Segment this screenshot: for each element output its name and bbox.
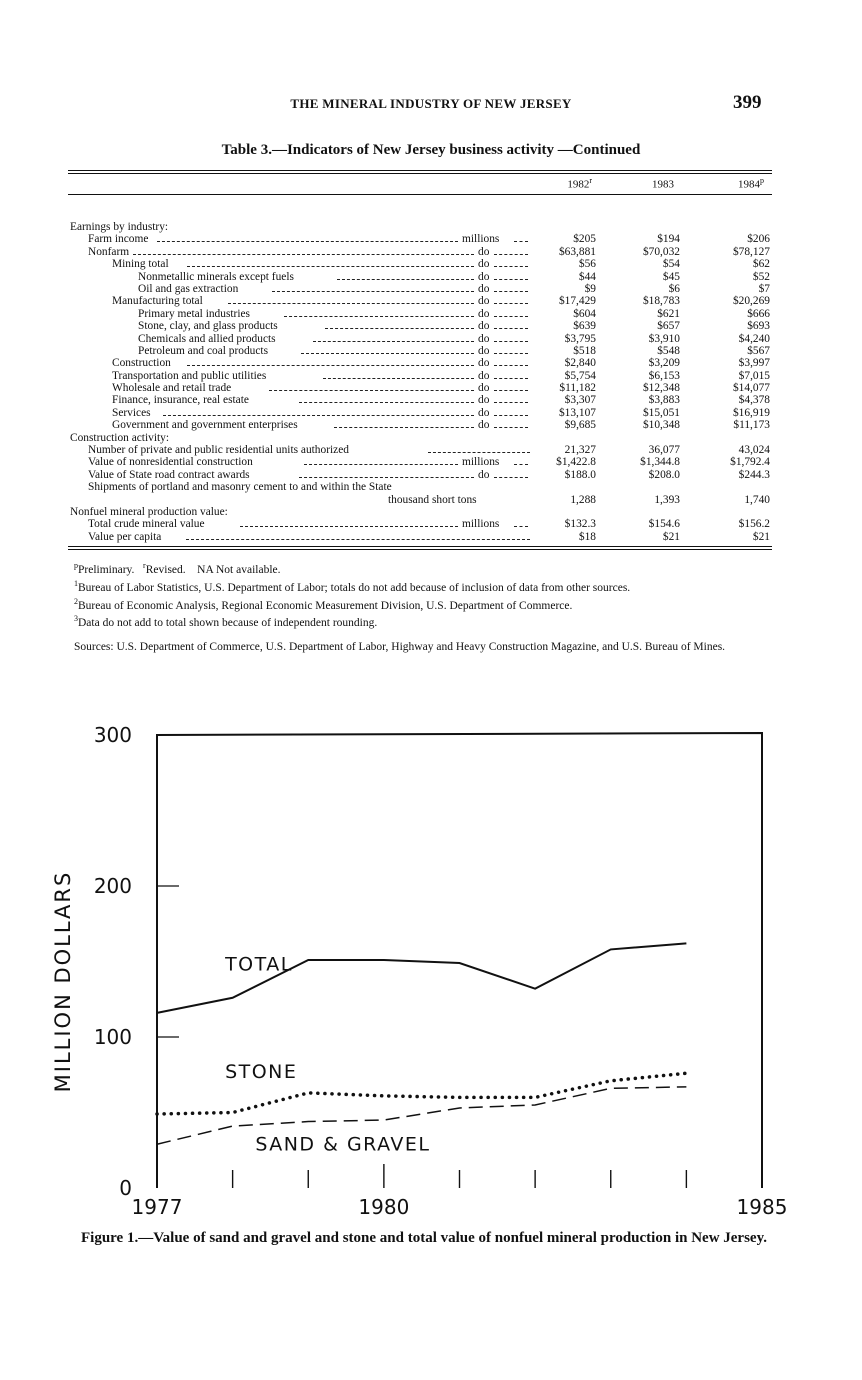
table-row xyxy=(70,283,772,295)
table-row xyxy=(70,444,772,456)
row-unit: do xyxy=(478,307,490,320)
table-row xyxy=(70,518,772,530)
footnote-2: $^2$Bureau of Economic Analysis, Regional Economic Measurement Division, U.S. Department of Commerce. xyxy=(74,596,573,612)
row-value-1982: $3,795 xyxy=(564,332,596,345)
row-unit: do xyxy=(478,295,490,308)
row-label: Primary metal industries xyxy=(138,307,250,320)
table-row xyxy=(70,295,772,307)
row-value-1982: $188.0 xyxy=(564,468,596,481)
x-tick-label: 1985 xyxy=(736,1195,788,1219)
row-value-1982: $518 xyxy=(573,344,596,357)
row-value-1983: $18,783 xyxy=(642,295,680,308)
row-label: Manufacturing total xyxy=(112,295,203,308)
row-unit-leader xyxy=(494,328,528,329)
row-label: Wholesale and retail trade xyxy=(112,382,232,395)
table-row xyxy=(70,258,772,270)
row-unit-leader xyxy=(494,303,528,304)
table-row xyxy=(70,271,772,283)
row-value-1984: $3,997 xyxy=(738,357,770,370)
row-value-1982: $11,182 xyxy=(559,382,596,395)
row-leader xyxy=(337,279,474,280)
row-unit: do xyxy=(478,344,490,357)
row-unit-leader xyxy=(494,365,528,366)
table-row xyxy=(70,456,772,468)
row-unit: millions xyxy=(462,233,500,246)
row-leader xyxy=(228,303,474,304)
row-leader xyxy=(163,415,474,416)
row-label: Petroleum and coal products xyxy=(138,344,269,357)
row-value-1982: $9,685 xyxy=(564,419,596,432)
row-value-1983: $657 xyxy=(657,320,680,333)
row-unit: do xyxy=(478,468,490,481)
row-value-1984: $156.2 xyxy=(738,518,770,531)
table-footnotes xyxy=(74,559,774,654)
row-unit: do xyxy=(478,282,490,295)
row-leader xyxy=(301,353,474,354)
series-label: SAND & GRAVEL xyxy=(255,1133,431,1156)
row-label: Nonfarm xyxy=(88,245,130,258)
row-unit-leader xyxy=(494,378,528,379)
row-leader xyxy=(323,378,475,379)
row-value-1984: $1,792.4 xyxy=(730,456,770,469)
row-value-1983: $54 xyxy=(662,258,680,271)
row-unit: do xyxy=(478,270,490,283)
row-value-1984: $52 xyxy=(752,270,770,283)
row-value-1983: $154.6 xyxy=(648,518,680,531)
row-label: Nonmetallic minerals except fuels xyxy=(138,270,294,283)
row-value-1983: $3,883 xyxy=(648,394,680,407)
row-value-1984: $20,269 xyxy=(732,295,770,308)
y-tick-label: 300 xyxy=(93,723,132,747)
y-tick-label: 100 xyxy=(93,1025,132,1049)
row-unit-leader xyxy=(494,353,528,354)
table-row xyxy=(70,506,772,518)
footnote-1: $^1$Bureau of Labor Statistics, U.S. Department of Labor; totals do not add because of inclusion of data from other sources. xyxy=(74,578,631,594)
row-value-1983: $10,348 xyxy=(642,419,680,432)
row-value-1983: $6 xyxy=(668,282,680,295)
row-value-1982: $5,754 xyxy=(564,369,596,382)
row-value-1982: $1,422.8 xyxy=(556,456,596,469)
table-row xyxy=(70,246,772,258)
row-label: Oil and gas extraction xyxy=(138,282,239,295)
row-value-1983: $3,910 xyxy=(648,332,680,345)
row-value-1984: $7,015 xyxy=(738,369,770,382)
footnote-3: $^3$Data do not add to total shown because of independent rounding. xyxy=(74,614,378,630)
row-value-1982: $132.3 xyxy=(564,518,596,531)
row-label: Number of private and public residential units authorized xyxy=(88,444,349,457)
row-unit-leader xyxy=(494,427,528,428)
row-value-1984: $78,127 xyxy=(732,245,770,258)
table-row xyxy=(70,382,772,394)
row-value-1984: $62 xyxy=(752,258,770,271)
row-unit: thousand short tons xyxy=(388,493,477,506)
row-leader xyxy=(272,291,474,292)
row-value-1982: $3,307 xyxy=(564,394,596,407)
row-value-1982: $13,107 xyxy=(558,406,596,419)
row-label: Nonfuel mineral production value: xyxy=(70,506,228,518)
page-number: 399 xyxy=(733,92,762,113)
row-unit-leader xyxy=(514,526,528,527)
row-value-1983: $12,348 xyxy=(642,382,680,395)
table-title: Table 3.—Indicators of New Jersey business activity —Continued xyxy=(221,142,641,158)
table-row xyxy=(70,357,772,369)
row-value-1983: $194 xyxy=(657,233,680,246)
row-leader xyxy=(304,464,458,465)
table-row xyxy=(70,394,772,406)
row-label: Value of State road contract awards xyxy=(88,468,250,481)
row-value-1984: $244.3 xyxy=(738,468,770,481)
row-value-1982: 1,288 xyxy=(570,493,596,506)
table-row xyxy=(70,233,772,245)
row-value-1983: $3,209 xyxy=(648,357,680,370)
table-top-rule xyxy=(68,170,772,171)
table-header-rule xyxy=(68,194,772,195)
table-row xyxy=(70,333,772,345)
row-value-1984: $206 xyxy=(747,233,770,246)
row-value-1982: $44 xyxy=(578,270,596,283)
row-value-1982: $56 xyxy=(578,258,596,271)
row-leader xyxy=(240,526,459,527)
table-body xyxy=(70,221,772,543)
row-label: Value per capita xyxy=(88,530,162,543)
table-row xyxy=(70,345,772,357)
x-tick-label: 1977 xyxy=(131,1195,183,1219)
row-label: Farm income xyxy=(88,233,149,246)
footnote-status: $^p$Preliminary. $^r$Revised. NA Not available. xyxy=(74,561,281,576)
row-value-1982: $639 xyxy=(573,320,596,333)
row-label: Stone, clay, and glass products xyxy=(138,320,278,333)
row-unit: do xyxy=(478,320,490,333)
table-row xyxy=(70,481,772,506)
table-top-rule-double xyxy=(68,173,772,174)
row-value-1984: $666 xyxy=(747,307,770,320)
row-value-1982: $9 xyxy=(584,282,596,295)
row-leader xyxy=(313,341,474,342)
mineral-value-line-chart xyxy=(0,720,862,1220)
row-leader xyxy=(269,390,474,391)
row-value-1984: $4,378 xyxy=(738,394,770,407)
row-value-1984: $693 xyxy=(747,320,770,333)
row-unit-leader xyxy=(494,316,528,317)
table-bottom-rule-double xyxy=(68,549,772,550)
figure-1 xyxy=(0,720,862,1220)
row-value-1983: $548 xyxy=(657,344,680,357)
table-bottom-rule xyxy=(68,546,772,547)
column-header-1984: 1984$^p$ xyxy=(738,176,764,191)
row-unit-leader xyxy=(494,291,528,292)
row-leader xyxy=(187,365,474,366)
row-leader xyxy=(334,427,474,428)
row-unit-leader xyxy=(494,341,528,342)
row-label: Chemicals and allied products xyxy=(138,332,276,345)
row-value-1983: $70,032 xyxy=(642,245,680,258)
row-leader xyxy=(299,477,475,478)
row-unit-leader xyxy=(494,477,528,478)
table-sources: Sources: U.S. Department of Commerce, U.S. Department of Labor, Highway and Heavy Construction Magazine, and U.S. Bureau of Mines. xyxy=(74,641,726,654)
table-row xyxy=(70,419,772,431)
table-row xyxy=(70,308,772,320)
row-unit-leader xyxy=(514,464,528,465)
table-row xyxy=(70,432,772,444)
series-label: TOTAL xyxy=(225,953,293,976)
row-value-1983: $1,344.8 xyxy=(640,456,680,469)
row-value-1982: $18 xyxy=(578,530,596,543)
row-value-1984: $14,077 xyxy=(732,382,770,395)
row-leader xyxy=(428,452,530,453)
y-tick-label: 0 xyxy=(119,1176,132,1200)
row-leader xyxy=(325,328,474,329)
row-label: Services xyxy=(112,406,151,419)
row-value-1983: $15,051 xyxy=(642,406,680,419)
row-unit: millions xyxy=(462,518,500,531)
row-value-1983: 36,077 xyxy=(648,444,680,457)
table-row xyxy=(70,407,772,419)
row-unit-leader xyxy=(494,254,528,255)
y-axis-label: MILLION DOLLARS xyxy=(51,870,75,1093)
row-leader xyxy=(187,266,474,267)
row-value-1984: $4,240 xyxy=(738,332,770,345)
row-label: Shipments of portland and masonry cement to and within the State xyxy=(88,481,392,494)
row-unit: do xyxy=(478,406,490,419)
row-value-1984: 1,740 xyxy=(744,493,770,506)
row-value-1983: $21 xyxy=(662,530,680,543)
row-label: Construction xyxy=(112,357,171,370)
row-value-1982: $604 xyxy=(573,307,596,320)
row-unit: do xyxy=(478,369,490,382)
table-row xyxy=(70,370,772,382)
row-unit: do xyxy=(478,382,490,395)
row-value-1982: 21,327 xyxy=(564,444,596,457)
row-value-1982: $2,840 xyxy=(564,357,596,370)
row-unit: do xyxy=(478,394,490,407)
series-label: STONE xyxy=(225,1060,298,1083)
row-leader xyxy=(186,539,530,540)
row-unit-leader xyxy=(494,266,528,267)
table-row xyxy=(70,469,772,481)
row-unit-leader xyxy=(514,241,528,242)
row-label: Value of nonresidential construction xyxy=(88,456,253,469)
row-unit-leader xyxy=(494,279,528,280)
row-label: Construction activity: xyxy=(70,431,170,444)
row-value-1982: $63,881 xyxy=(558,245,596,258)
row-value-1984: $16,919 xyxy=(732,406,770,419)
row-label: Transportation and public utilities xyxy=(112,369,267,382)
row-value-1984: $567 xyxy=(747,344,770,357)
row-value-1984: $7 xyxy=(758,282,770,295)
table-row xyxy=(70,531,772,543)
row-value-1983: $45 xyxy=(662,270,680,283)
row-label: Total crude mineral value xyxy=(88,518,205,531)
row-label: Mining total xyxy=(112,258,169,271)
x-tick-label: 1980 xyxy=(358,1195,410,1219)
row-leader xyxy=(299,402,474,403)
row-label: Earnings by industry: xyxy=(70,221,169,233)
row-unit: do xyxy=(478,419,490,432)
row-value-1983: $621 xyxy=(657,307,680,320)
column-header-1982: 1982$^r$ xyxy=(567,176,592,191)
row-unit: do xyxy=(478,332,490,345)
row-unit: millions xyxy=(462,456,500,469)
row-unit: do xyxy=(478,357,490,370)
row-unit-leader xyxy=(494,415,528,416)
table-row xyxy=(70,320,772,332)
row-unit: do xyxy=(478,258,490,271)
row-value-1983: 1,393 xyxy=(654,493,680,506)
row-unit-leader xyxy=(494,402,528,403)
running-header-title: THE MINERAL INDUSTRY OF NEW JERSEY xyxy=(290,96,572,111)
row-value-1984: $11,173 xyxy=(733,419,770,432)
row-value-1984: 43,024 xyxy=(738,444,770,457)
row-leader xyxy=(157,241,458,242)
column-header-1983: 1983 xyxy=(652,178,674,191)
row-value-1982: $17,429 xyxy=(558,295,596,308)
y-tick-label: 200 xyxy=(93,874,132,898)
row-value-1982: $205 xyxy=(573,233,596,246)
row-label: Government and government enterprises xyxy=(112,419,298,432)
row-value-1983: $6,153 xyxy=(648,369,680,382)
row-leader xyxy=(284,316,474,317)
row-label: Finance, insurance, real estate xyxy=(112,394,249,407)
row-unit: do xyxy=(478,245,490,258)
row-value-1984: $21 xyxy=(752,530,770,543)
row-unit-leader xyxy=(494,390,528,391)
row-value-1983: $208.0 xyxy=(648,468,680,481)
table-row xyxy=(70,221,772,233)
figure-caption: Figure 1.—Value of sand and gravel and stone and total value of nonfuel mineral production in New Jersey. xyxy=(80,1230,768,1246)
row-leader xyxy=(133,254,474,255)
